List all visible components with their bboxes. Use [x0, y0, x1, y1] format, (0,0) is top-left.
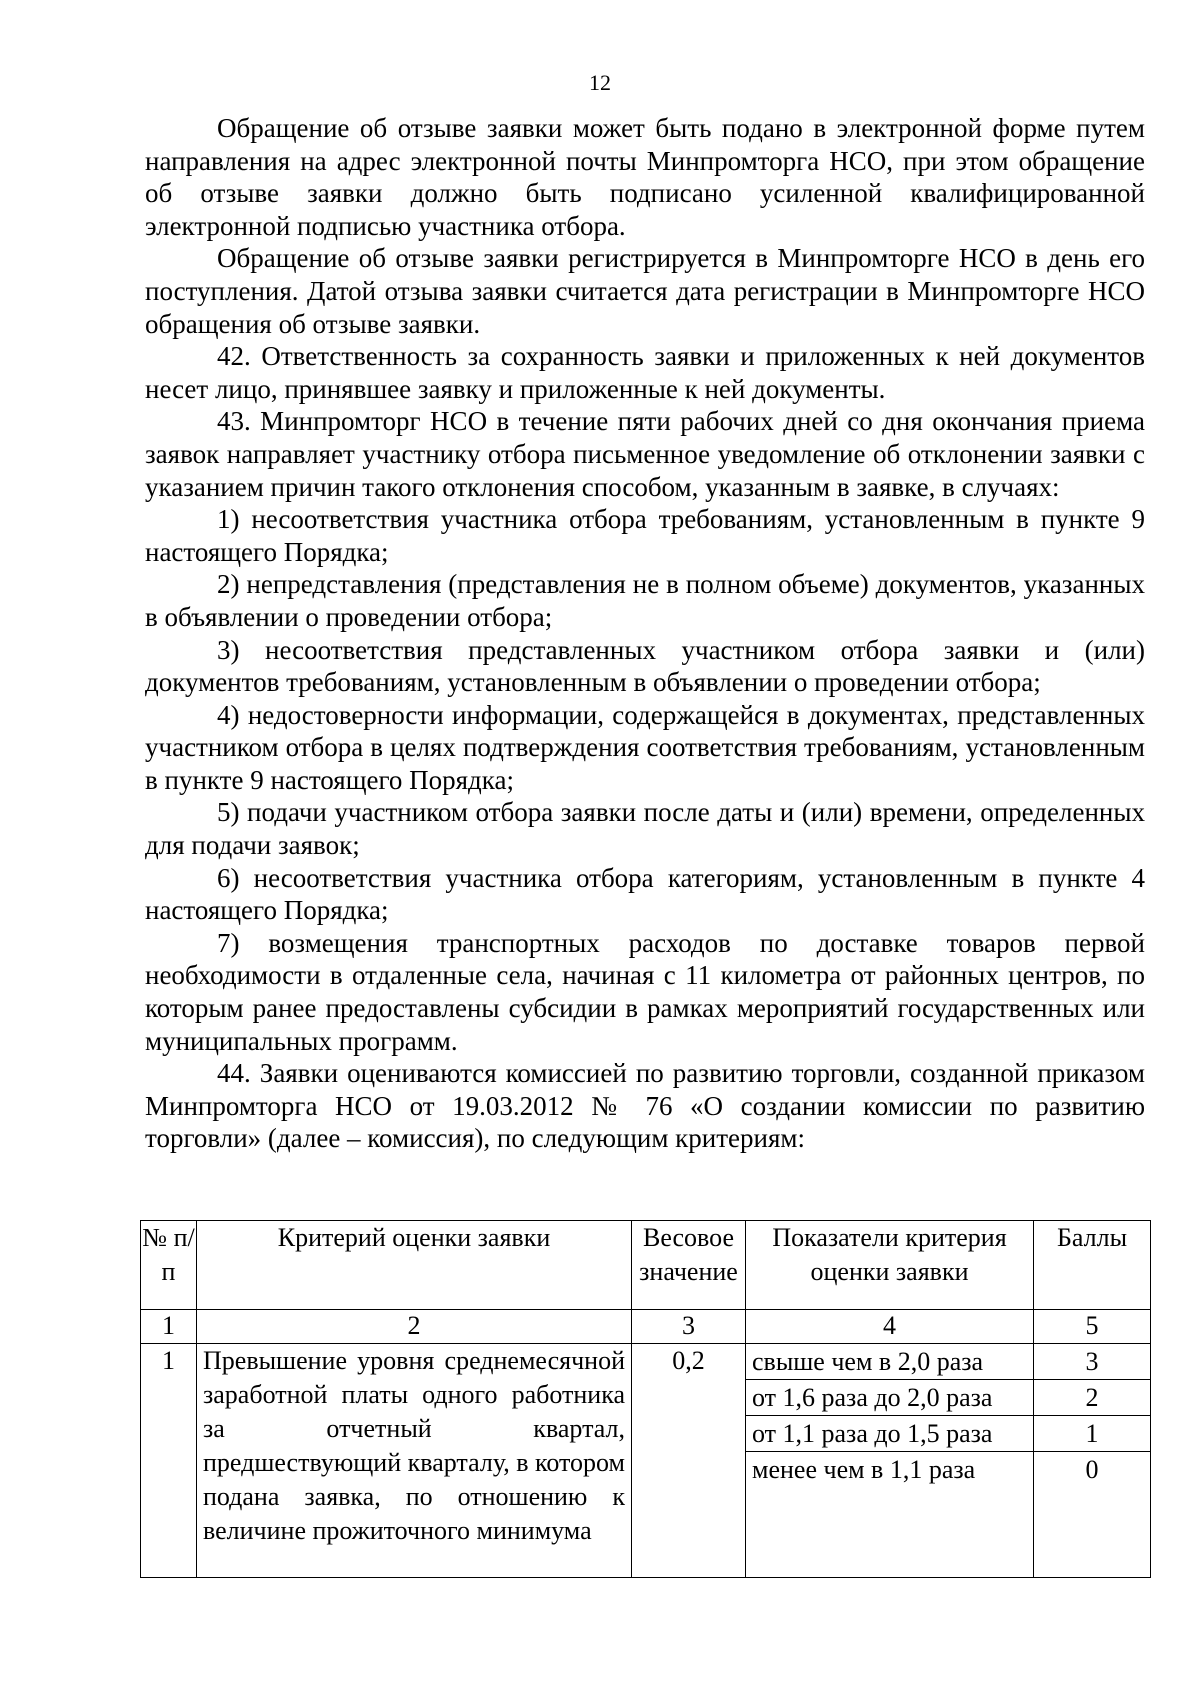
indicator-label: от 1,1 раза до 1,5 раза: [746, 1416, 1033, 1452]
row-scores: [1034, 1344, 1151, 1578]
page-number: 12: [589, 70, 611, 95]
list-item: 7) возмещения транспортных расходов по доставке товаров первой необходимости в отдаленные села, начиная с 11 километра от районных центров, по которым ранее предоставлены субсидии в рамках мероприятий государственных или муниципальных программ.: [145, 927, 1145, 1056]
header-num: № п/п: [141, 1221, 197, 1310]
column-number: 3: [632, 1310, 746, 1344]
list-item: 6) несоответствия участника отбора категориям, установленным в пункте 4 настоящего Порядка;: [145, 862, 1145, 926]
list-item: 3) несоответствия представленных участником отбора заявки и (или) документов требованиям, установленным в объявлении о проведении отбора;: [145, 634, 1145, 698]
column-number-row: [141, 1310, 1151, 1344]
paragraph: Обращение об отзыве заявки регистрируется в Минпромторге НСО в день его поступления. Датой отзыва заявки считается дата регистрации в Минпромторге НСО обращения об отзыве заявки.: [145, 243, 1145, 339]
paragraph: Обращение об отзыве заявки может быть подано в электронной форме путем направления на адрес электронной почты Минпромторга НСО, при этом обращение об отзыве заявки должно быть подписано усиленной квалифицированной электронной подписью участника отбора.: [145, 113, 1145, 241]
indicator-score: 1: [1034, 1416, 1150, 1452]
column-number: 1: [141, 1310, 197, 1344]
indicator-label: свыше чем в 2,0 раза: [746, 1344, 1033, 1380]
column-number: 4: [746, 1310, 1034, 1344]
list-item: 1) несоответствия участника отбора требованиям, установленным в пункте 9 настоящего Порядка;: [145, 504, 1145, 567]
indicator-label: менее чем в 1,1 раза: [752, 1455, 976, 1484]
column-number: 5: [1034, 1310, 1151, 1344]
table-header-row: [141, 1221, 1151, 1310]
header-score: Баллы: [1034, 1221, 1151, 1310]
paragraph: 44. Заявки оцениваются комиссией по развитию торговли, созданной приказом Минпромторга НСО от 19.03.2012 № 76 «О создании комиссии по развитию торговли» (далее – комиссия), по следующим критериям:: [145, 1058, 1145, 1154]
document-body: [145, 112, 1145, 1155]
criteria-table: [140, 1220, 1151, 1578]
row-weight: 0,2: [632, 1344, 746, 1578]
list-item: 5) подачи участником отбора заявки после даты и (или) времени, определенных для подачи заявок;: [145, 797, 1145, 861]
list-item: 2) непредставления (представления не в полном объеме) документов, указанных в объявлении о проведении отбора;: [145, 569, 1145, 632]
paragraph: 42. Ответственность за сохранность заявки и приложенных к ней документов несет лицо, принявшее заявку и приложенные к ней документы.: [145, 341, 1145, 404]
paragraph: 43. Минпромторг НСО в течение пяти рабочих дней со дня окончания приема заявок направляет участнику отбора письменное уведомление об отклонении заявки с указанием причин такого отклонения способом, указанным в заявке, в случаях:: [145, 406, 1145, 502]
indicator-label: от 1,6 раза до 2,0 раза: [746, 1380, 1033, 1416]
row-num: 1: [141, 1344, 197, 1578]
header-weight: Весовое значение: [632, 1221, 746, 1310]
indicator-score: 3: [1034, 1344, 1150, 1380]
row-indicators: [746, 1344, 1034, 1578]
header-criterion: Критерий оценки заявки: [197, 1221, 632, 1310]
list-item: 4) недостоверности информации, содержащейся в документах, представленных участником отбора в целях подтверждения соответствия требованиям, установленным в пункте 9 настоящего Порядка;: [145, 699, 1145, 795]
header-indicators: Показатели критерия оценки заявки: [746, 1221, 1034, 1310]
column-number: 2: [197, 1310, 632, 1344]
indicator-score: 2: [1034, 1380, 1150, 1416]
row-criterion: Превышение уровня среднемесячной заработной платы одного работника за отчетный квартал, предшествующий кварталу, в котором подана заявка, по отношению к величине прожиточного минимума: [197, 1344, 632, 1578]
table-row: [141, 1344, 1151, 1578]
indicator-score: 0: [1085, 1455, 1099, 1484]
